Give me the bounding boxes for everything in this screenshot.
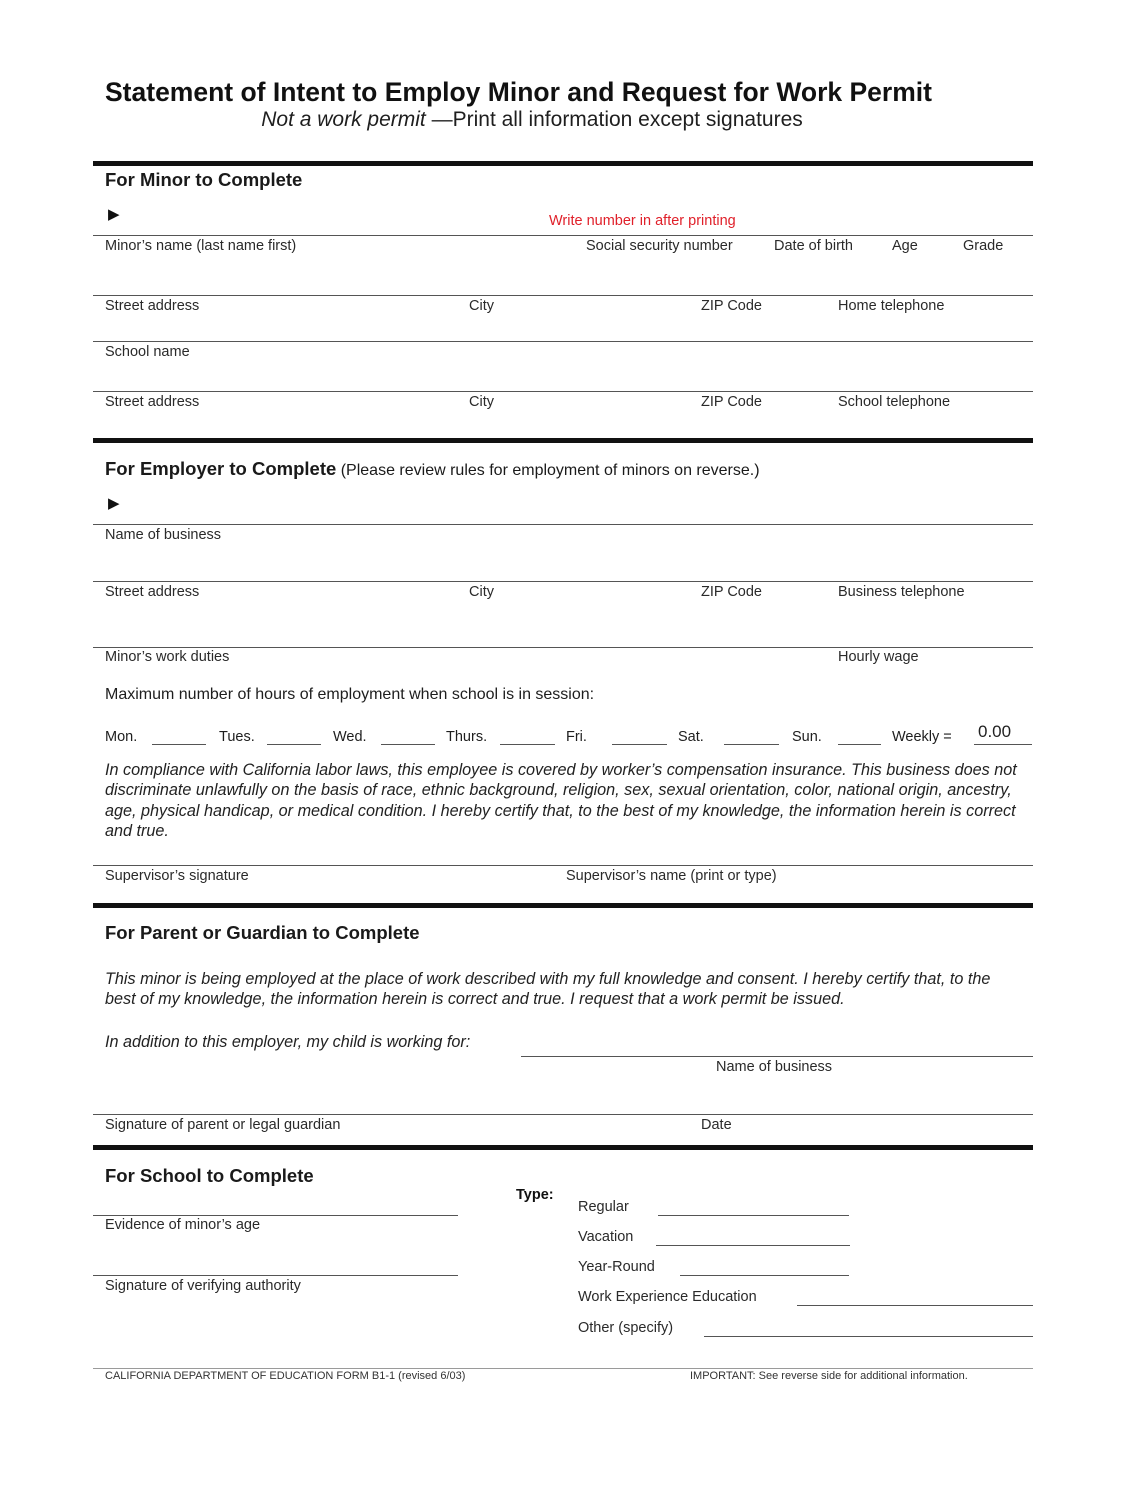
hourly-wage-label: Hourly wage	[838, 649, 919, 665]
business-zip-label: ZIP Code	[701, 584, 762, 600]
day-thu-label: Thurs.	[446, 729, 488, 745]
day-sun-field[interactable]	[838, 744, 881, 745]
additional-employer-label: In addition to this employer, my child is working for:	[105, 1033, 471, 1051]
form-subtitle	[0, 108, 1064, 132]
footer-form-id: CALIFORNIA DEPARTMENT OF EDUCATION FORM B1-1 (revised 6/03)	[105, 1370, 466, 1382]
day-fri-label: Fri.	[566, 729, 587, 745]
dob-label: Date of birth	[774, 238, 853, 254]
day-wed-field[interactable]	[381, 744, 435, 745]
weekly-label: Weekly =	[892, 729, 952, 745]
minor-address-line[interactable]	[93, 295, 1033, 296]
section-divider-parent	[93, 903, 1033, 908]
day-sat-label: Sat.	[678, 729, 704, 745]
school-address-line[interactable]	[93, 391, 1033, 392]
ssn-note: Write number in after printing	[549, 213, 736, 229]
age-label: Age	[892, 238, 918, 254]
form-title: Statement of Intent to Employ Minor and Request for Work Permit	[105, 77, 932, 107]
minor-city-label: City	[469, 298, 494, 314]
day-sun-label: Sun.	[792, 729, 822, 745]
parent-consent-statement: This minor is being employed at the place of work described with my full knowledge and consent. I hereby certify that, to the best of my knowledge, the information herein is correct and true. I request that a work permit be issued.	[105, 970, 991, 1009]
parent-section-heading: For Parent or Guardian to Complete	[105, 922, 420, 943]
type-year-round-label: Year-Round	[578, 1259, 655, 1275]
type-work-experience-field[interactable]	[797, 1305, 1033, 1306]
business-name-line[interactable]	[93, 524, 1033, 525]
minor-zip-label: ZIP Code	[701, 298, 762, 314]
weekly-total-field[interactable]	[974, 744, 1032, 745]
employer-heading-text: For Employer to Complete	[105, 458, 337, 479]
business-phone-label: Business telephone	[838, 584, 965, 600]
employer-heading-note: (Please review rules for employment of minors on reverse.)	[336, 462, 760, 479]
ssn-label: Social security number	[586, 238, 733, 254]
business-name-label: Name of business	[105, 527, 222, 543]
type-other-label: Other (specify)	[578, 1320, 674, 1336]
supervisor-name-label: Supervisor’s name (print or type)	[566, 868, 777, 884]
employer-section-heading	[105, 458, 760, 480]
type-vacation-field[interactable]	[656, 1245, 850, 1246]
type-year-round-field[interactable]	[680, 1275, 849, 1276]
day-tue-label: Tues.	[219, 729, 255, 745]
section-divider-employer	[93, 438, 1033, 443]
section-divider-school	[93, 1145, 1033, 1150]
type-other-field[interactable]	[704, 1336, 1033, 1337]
employer-arrow-icon: ▶	[108, 495, 120, 512]
subtitle-italic: Not a work permit	[261, 108, 426, 131]
type-label: Type:	[516, 1187, 554, 1203]
day-mon-label: Mon.	[105, 729, 138, 745]
weekly-total-value: 0.00	[978, 722, 1012, 741]
school-name-label: School name	[105, 344, 190, 360]
section-divider-minor	[93, 161, 1033, 166]
home-phone-label: Home telephone	[838, 298, 945, 314]
max-hours-label: Maximum number of hours of employment when school is in session:	[105, 686, 595, 703]
supervisor-signature-label: Supervisor’s signature	[105, 868, 249, 884]
footer-important-note: IMPORTANT: See reverse side for additional information.	[690, 1370, 968, 1382]
type-work-experience-label: Work Experience Education	[578, 1289, 757, 1305]
business-city-label: City	[469, 584, 494, 600]
supervisor-line[interactable]	[93, 865, 1033, 866]
day-tue-field[interactable]	[267, 744, 321, 745]
minor-street-label: Street address	[105, 298, 200, 314]
day-thu-field[interactable]	[500, 744, 555, 745]
minor-name-label: Minor’s name (last name first)	[105, 238, 297, 254]
parent-date-label: Date	[701, 1117, 732, 1133]
additional-business-label: Name of business	[716, 1059, 833, 1075]
school-zip-label: ZIP Code	[701, 394, 762, 410]
business-address-line[interactable]	[93, 581, 1033, 582]
parent-signature-line[interactable]	[93, 1114, 1033, 1115]
day-wed-label: Wed.	[333, 729, 367, 745]
footer-rule	[93, 1368, 1033, 1369]
minor-name-line[interactable]	[93, 235, 1033, 236]
business-street-label: Street address	[105, 584, 200, 600]
type-vacation-label: Vacation	[578, 1229, 634, 1245]
school-name-line[interactable]	[93, 341, 1033, 342]
type-regular-label: Regular	[578, 1199, 629, 1215]
work-duties-label: Minor’s work duties	[105, 649, 230, 665]
minor-arrow-icon: ▶	[108, 206, 120, 223]
school-street-label: Street address	[105, 394, 200, 410]
additional-business-line[interactable]	[521, 1056, 1033, 1057]
school-city-label: City	[469, 394, 494, 410]
evidence-age-label: Evidence of minor’s age	[105, 1217, 261, 1233]
day-mon-field[interactable]	[152, 744, 206, 745]
grade-label: Grade	[963, 238, 1004, 254]
day-sat-field[interactable]	[724, 744, 779, 745]
type-regular-field[interactable]	[658, 1215, 849, 1216]
parent-signature-label: Signature of parent or legal guardian	[105, 1117, 341, 1133]
compliance-statement: In compliance with California labor laws, this employee is covered by worker’s compensation insurance. This business does not discriminate unlawfully on the basis of race, ethnic background, religion, sex, sexual orientation, color, national origin, ancestry, age, physical handicap, or medical condition. I hereby certify that, to the best of my knowledge, the information herein is correct and true.	[105, 761, 1017, 840]
day-fri-field[interactable]	[612, 744, 667, 745]
verifier-line[interactable]	[93, 1275, 458, 1276]
minor-section-heading: For Minor to Complete	[105, 169, 303, 190]
subtitle-rest: —Print all information except signatures	[425, 108, 803, 131]
evidence-line[interactable]	[93, 1215, 458, 1216]
school-section-heading: For School to Complete	[105, 1165, 314, 1186]
school-phone-label: School telephone	[838, 394, 951, 410]
verifier-signature-label: Signature of verifying authority	[105, 1278, 301, 1294]
duties-line[interactable]	[93, 647, 1033, 648]
